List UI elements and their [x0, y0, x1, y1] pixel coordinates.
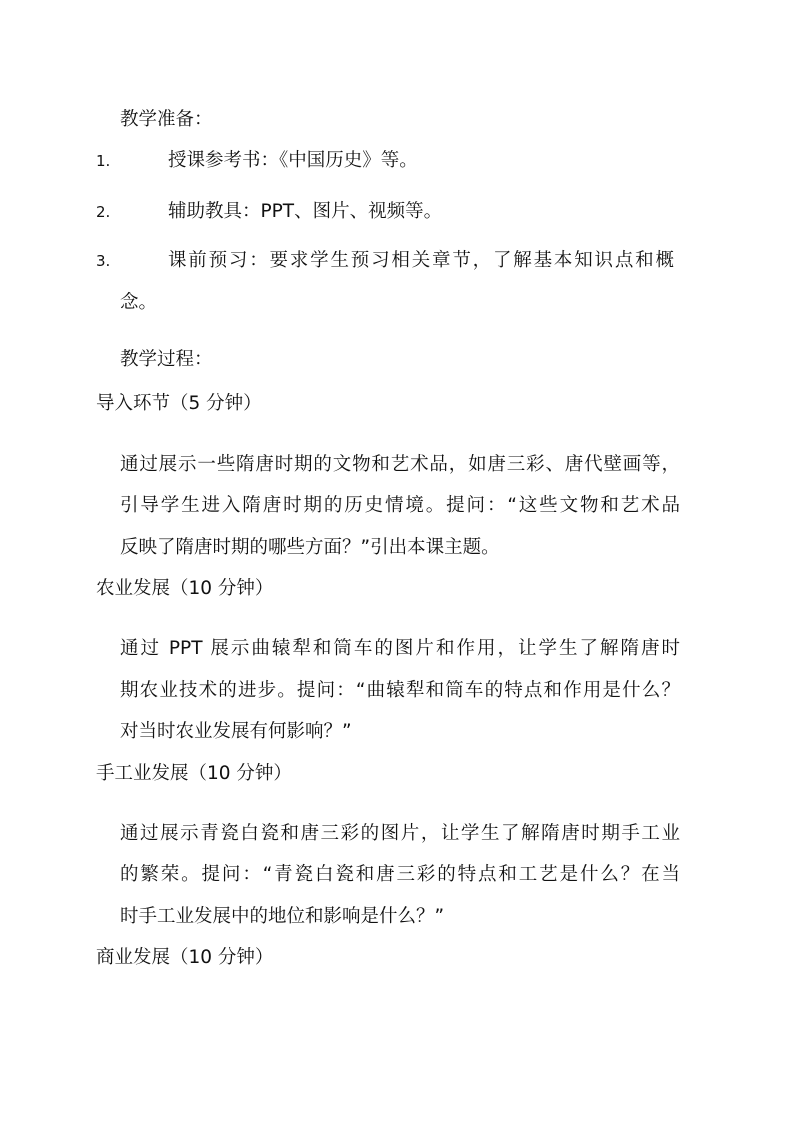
section-handicraft-line3: 时手工业发展中的地位和影响是什么？” [120, 906, 445, 927]
section-handicraft-line2: 的繁荣。提问：“青瓷白瓷和唐三彩的特点和工艺是什么？在当 [120, 864, 680, 885]
section-agriculture-line2: 期农业技术的进步。提问：“曲辕犁和筒车的特点和作用是什么？ [120, 680, 680, 701]
section-intro-line3: 反映了隋唐时期的哪些方面？”引出本课主题。 [120, 537, 500, 558]
list-number-2: 2. [96, 203, 111, 221]
process-heading: 教学过程： [120, 349, 213, 370]
section-intro-line1: 通过展示一些隋唐时期的文物和艺术品，如唐三彩、唐代壁画等， [120, 454, 680, 475]
section-intro-line2: 引导学生进入隋唐时期的历史情境。提问：“这些文物和艺术品 [120, 495, 680, 516]
section-handicraft-line1: 通过展示青瓷白瓷和唐三彩的图片，让学生了解隋唐时期手工业 [120, 823, 680, 844]
section-title-intro: 导入环节（5 分钟） [96, 393, 262, 414]
section-agriculture-line3: 对当时农业发展有何影响？” [120, 721, 352, 742]
list-number-3: 3. [96, 252, 111, 270]
list-item-3-line2: 念。 [120, 292, 158, 313]
section-title-commerce: 商业发展（10 分钟） [96, 947, 274, 968]
section-title-agriculture: 农业发展（10 分钟） [96, 578, 274, 599]
list-item-1: 授课参考书：《中国历史》等。 [168, 150, 418, 171]
section-title-handicraft: 手工业发展（10 分钟） [96, 763, 292, 784]
list-item-3-line1: 课前预习：要求学生预习相关章节，了解基本知识点和概 [168, 250, 674, 271]
prep-heading: 教学准备： [120, 109, 213, 130]
list-number-1: 1. [96, 152, 111, 170]
section-agriculture-line1: 通过 PPT 展示曲辕犁和筒车的图片和作用，让学生了解隋唐时 [120, 638, 680, 659]
list-item-2: 辅助教具：PPT、图片、视频等。 [168, 201, 443, 222]
